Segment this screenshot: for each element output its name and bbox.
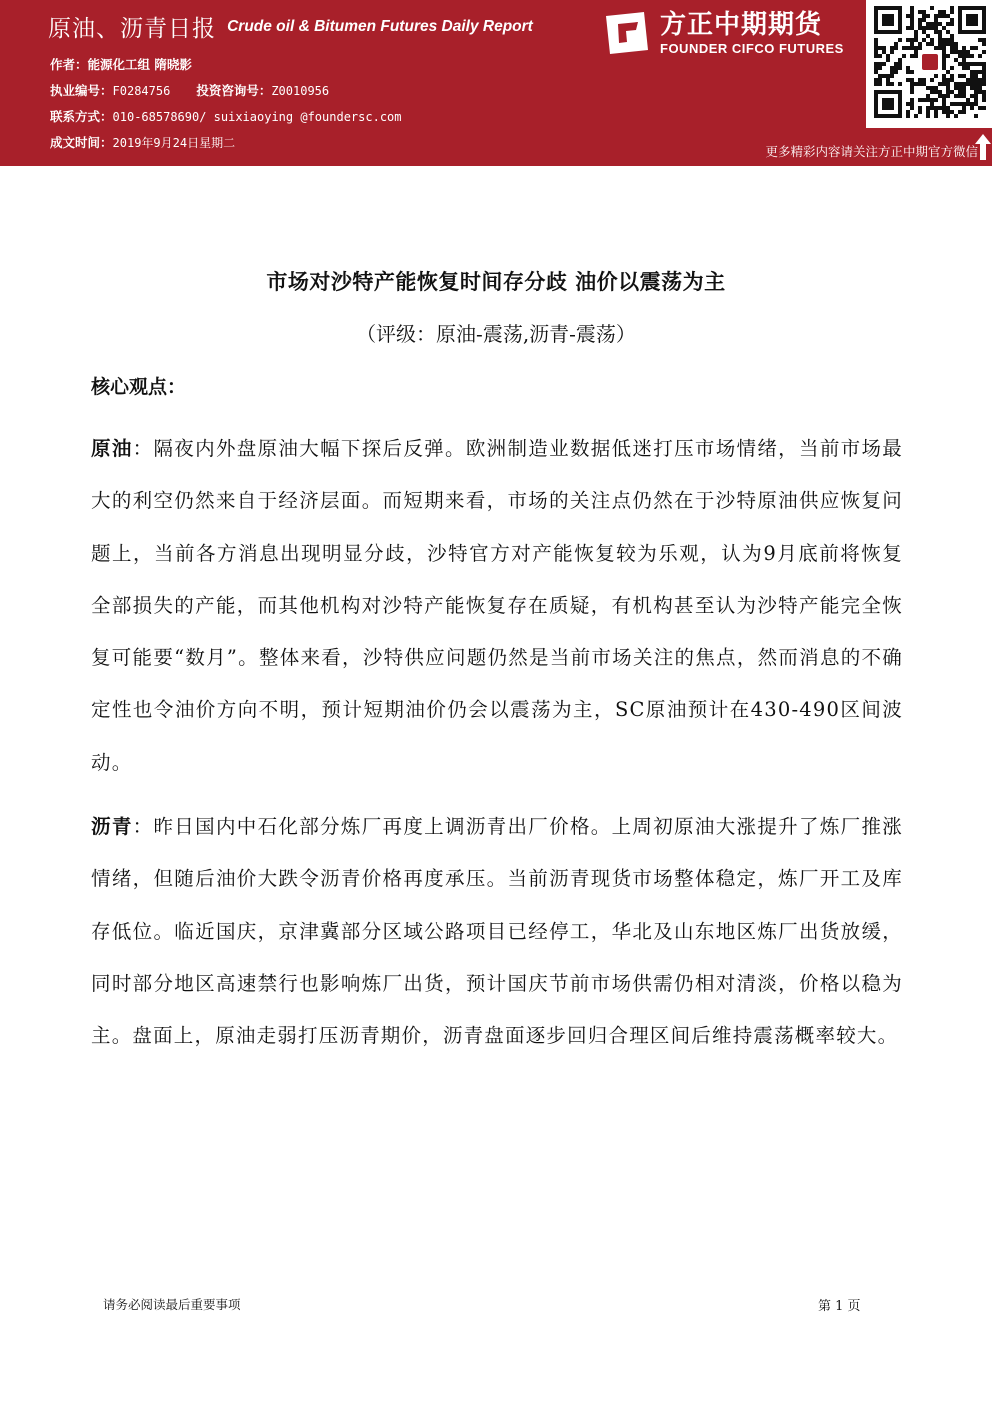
bitumen-text: ：昨日国内中石化部分炼厂再度上调沥青出厂价格。上周初原油大涨提升了炼厂推涨情绪，但随后油价大跌令沥青价格再度承压。当前沥青现货市场整体稳定，炼厂开工及库存低位。临近国庆，京津冀部分区域公路项目已经停工，华北及山东地区炼厂出货放缓，同时部分地区高速禁行也影响炼厂出货，预计国庆节前市场供需仍相对清淡，价格以稳为主。盘面上，原油走弱打压沥青期价，沥青盘面逐步回归合理区间后维持震荡概率较大。 (91, 815, 903, 1048)
brand-name-en: FOUNDER CIFCO FUTURES (660, 41, 844, 56)
license-line (50, 81, 329, 99)
date-label: 成文时间： (50, 135, 113, 150)
license-label: 执业编号： (50, 83, 113, 98)
page-number: 第 1 页 (818, 1299, 861, 1314)
contact-line (50, 107, 402, 125)
bitumen-paragraph (91, 801, 903, 1062)
core-view-heading: 核心观点： (91, 376, 187, 398)
license-value: F0284756 (112, 84, 171, 98)
brand-name-cn: 方正中期期货 (660, 10, 823, 40)
crude-oil-text: ：隔夜内外盘原油大幅下探后反弹。欧洲制造业数据低迷打压市场情绪，当前市场最大的利空仍然来自于经济层面。而短期来看，市场的关注点仍然在于沙特原油供应恢复问题上，当前各方消息出现明显分歧，沙特官方对产能恢复较为乐观，认为9月底前将恢复全部损失的产能，而其他机构对沙特产能恢复存在质疑，有机构甚至认为沙特产能完全恢复可能要“数月”。整体来看，沙特供应问题仍然是当前市场关注的焦点，然而消息的不确定性也令油价方向不明，预计短期油价仍会以震荡为主，SC原油预计在430-490区间波动。 (91, 437, 903, 774)
report-title (48, 10, 533, 43)
date-line (50, 133, 235, 151)
consult-label: 投资咨询号： (196, 83, 272, 98)
qr-code-icon (874, 6, 986, 118)
rating-line: （评级：原油-震荡,沥青-震荡） (356, 322, 636, 346)
founder-logo-icon (604, 10, 650, 56)
bitumen-lead: 沥青 (91, 815, 133, 838)
wechat-qr-code[interactable] (866, 0, 992, 128)
arrow-up-icon (975, 134, 991, 160)
consult-value: Z0010956 (271, 84, 330, 98)
footer-notice: 请务必阅读最后重要事项 (103, 1297, 241, 1312)
header-divider (0, 163, 992, 166)
document-title: 市场对沙特产能恢复时间存分歧 油价以震荡为主 (266, 270, 726, 294)
follow-wechat-text: 更多精彩内容请关注方正中期官方微信 (765, 144, 978, 159)
author-line (50, 55, 192, 73)
crude-oil-paragraph (91, 423, 903, 789)
date-value: 2019年9月24日星期二 (112, 136, 236, 150)
contact-label: 联系方式： (50, 109, 113, 124)
author-label: 作者： (50, 57, 88, 72)
report-title-cn: 原油、沥青日报 (48, 16, 216, 42)
contact-value: 010-68578690/ suixiaoying @foundersc.com (112, 110, 402, 124)
report-title-en: Crude oil & Bitumen Futures Daily Report (227, 17, 533, 35)
crude-oil-lead: 原油 (91, 437, 133, 460)
author-value: 能源化工组 隋晓影 (87, 57, 192, 72)
